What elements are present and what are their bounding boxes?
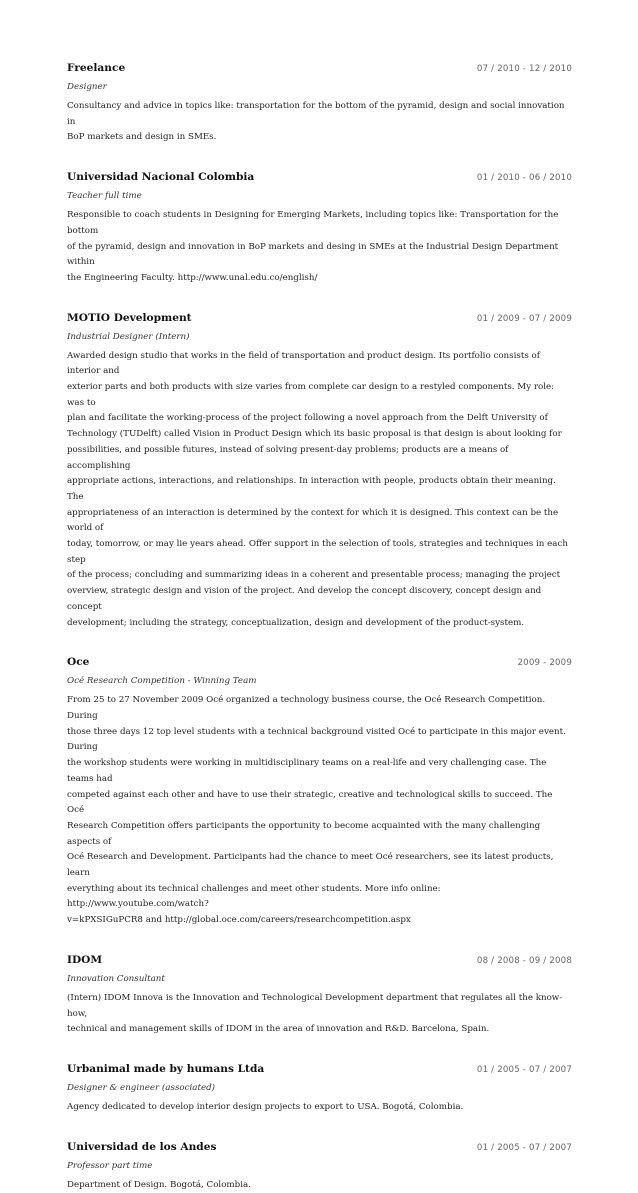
description-line: of the process; concluding and summarizing ideas in a coherent and presentable process; managing the project	[67, 570, 561, 581]
entry-organization: IDOM	[67, 953, 103, 966]
entry-role: Industrial Designer (Intern)	[67, 331, 190, 342]
description-line: development; including the strategy, conceptualization, design and development of the product-system.	[67, 617, 525, 628]
entry-header	[67, 656, 572, 671]
entry-dates: 08 / 2008 - 09 / 2008	[476, 955, 572, 966]
description-line: of the pyramid, design and innovation in BoP markets and desing in SMEs at the Industrial Design Department within	[67, 241, 559, 268]
entry-description	[67, 991, 572, 1038]
entry-dates: 01 / 2005 - 07 / 2007	[476, 1064, 572, 1075]
entry-header	[67, 171, 572, 186]
entry-header	[67, 62, 572, 77]
entry-organization: Freelance	[67, 62, 126, 74]
description-line: Responsible to coach students in Designing for Emerging Markets, including topics like: Transportation for the bottom	[67, 210, 559, 236]
entry-header	[67, 1063, 572, 1078]
description-line: exterior parts and both products with size varies from complete car design to a restyled components. My role: was to	[67, 382, 555, 408]
description-line: Agency dedicated to develop interior design projects to export to USA. Bogotá, Colombia.	[67, 1101, 464, 1112]
description-line: the workshop students were working in multidisciplinary teams on a real-life and very challenging case. The teams had	[67, 758, 547, 784]
description-line: plan and facilitate the working-process of the project following a novel approach from the Delft University of	[67, 413, 548, 424]
description-line: today, tomorrow, or may lie years ahead. Offer support in the selection of tools, strategies and techniques in each step	[67, 539, 568, 565]
entry-dates: 01 / 2010 - 06 / 2010	[476, 173, 572, 184]
entry-role: Professor part time	[67, 1160, 153, 1171]
entry-role: Teacher full time	[67, 191, 142, 202]
experience-list	[67, 62, 572, 1193]
entry-dates: 07 / 2010 - 12 / 2010	[476, 64, 572, 74]
entry-description	[67, 1100, 572, 1116]
description-line: Océ Research and Development. Participants had the chance to meet Océ researchers, see its latest products, learn	[67, 852, 554, 879]
description-line: Department of Design. Bogotá, Colombia.	[67, 1179, 251, 1190]
entry-organization: Urbanimal made by humans Ltda	[67, 1062, 265, 1075]
description-line: Technology (TUDelft) called Vision in Product Design which its basic proposal is that design is about looking for	[67, 429, 562, 440]
entry-organization: Universidad Nacional Colombia	[67, 171, 255, 184]
description-line: the Engineering Faculty. http://www.unal.edu.co/english/	[67, 272, 318, 283]
entry-role: Designer & engineer (associated)	[67, 1082, 216, 1093]
experience-entry	[67, 954, 572, 1038]
description-line: technical and management skills of IDOM in the area of innovation and R&D. Barcelona, Spain.	[67, 1024, 490, 1035]
entry-role: Océ Research Competition - Winning Team	[67, 676, 257, 687]
experience-entry	[67, 312, 572, 632]
description-line: appropriate actions, interactions, and relationships. In interaction with people, products obtain their meaning. The	[67, 476, 556, 502]
entry-header	[67, 954, 572, 969]
description-line: Consultancy and advice in topics like: transportation for the bottom of the pyramid, design and social innovation in	[67, 101, 565, 127]
experience-entry	[67, 1141, 572, 1193]
experience-entry	[67, 656, 572, 929]
description-line: overview, strategic design and vision of the project. And develop the concept discovery, concept design and concept	[67, 586, 542, 612]
entry-dates: 01 / 2009 - 07 / 2009	[476, 313, 572, 324]
experience-entry	[67, 62, 572, 146]
description-line: Awarded design studio that works in the field of transportation and product design. Its portfolio consists of interior and	[67, 350, 540, 377]
entry-dates: 01 / 2005 - 07 / 2007	[476, 1142, 572, 1153]
entry-description	[67, 99, 572, 146]
description-line: BoP markets and design in SMEs.	[67, 132, 217, 143]
experience-entry	[67, 1063, 572, 1116]
entry-organization: Universidad de los Andes	[67, 1140, 217, 1153]
entry-description	[67, 693, 572, 929]
entry-role: Innovation Consultant	[67, 973, 165, 984]
entry-description	[67, 208, 572, 287]
description-line: competed against each other and have to use their strategic, creative and technological skills to succeed. The Océ	[67, 789, 553, 816]
entry-description	[67, 349, 572, 632]
entry-organization: MOTIO Development	[67, 311, 192, 324]
description-line: (Intern) IDOM Innova is the Innovation and Technological Development department that regulates all the know-how,	[67, 992, 563, 1019]
description-line: From 25 to 27 November 2009 Océ organized a technology business course, the Océ Research Competition. During	[67, 695, 546, 721]
description-line: those three days 12 top level students with a technical background visited Océ to participate in this major event. During	[67, 726, 566, 753]
description-line: v=kPXSIGuPCR8 and http://global.oce.com/careers/researchcompetition.aspx	[67, 915, 411, 926]
experience-entry	[67, 171, 572, 287]
entry-organization: Oce	[67, 656, 90, 669]
entry-header	[67, 312, 572, 327]
description-line: possibilities, and possible futures, instead of solving present-day problems; products are a means of accomplishing	[67, 444, 509, 471]
entry-header	[67, 1141, 572, 1156]
entry-dates: 2009 - 2009	[517, 658, 572, 669]
description-line: Research Competition offers participants the opportunity to become acquainted with the many challenging aspects of	[67, 820, 541, 847]
entry-description	[67, 1178, 572, 1193]
entry-role: Designer	[67, 82, 107, 92]
description-line: everything about its technical challenges and meet other students. More info online: http://www.youtube.com/watch?	[67, 883, 441, 910]
description-line: appropriateness of an interaction is determined by the context for which it is designed. This context can be the world of	[67, 507, 559, 534]
